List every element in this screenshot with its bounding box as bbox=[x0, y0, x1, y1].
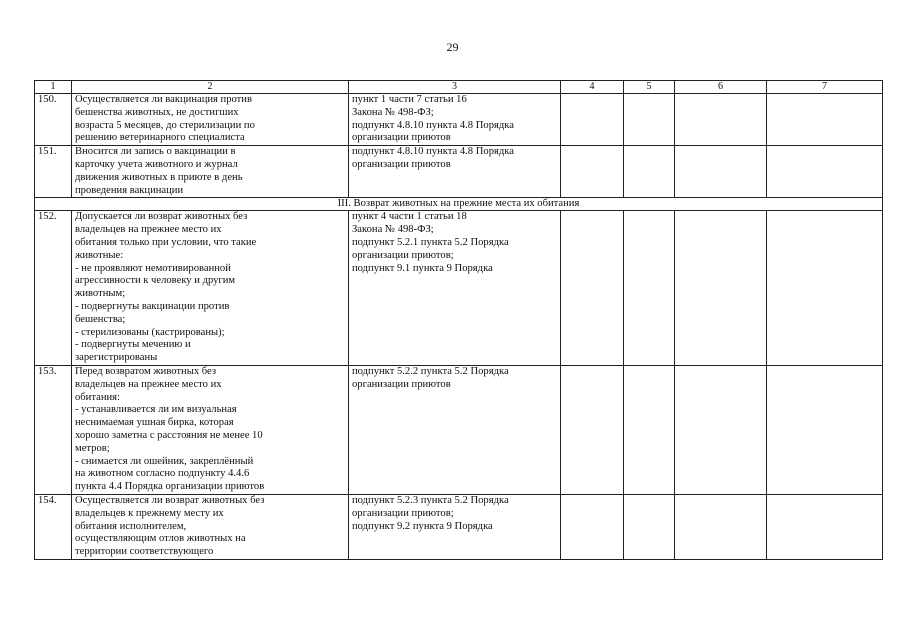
answer-cell-6[interactable] bbox=[675, 211, 767, 366]
question-line: неснимаемая ушная бирка, которая bbox=[75, 417, 234, 429]
question-line: Осуществляется ли вакцинация против bbox=[75, 94, 252, 105]
reference-cell bbox=[349, 211, 561, 366]
question-line: на животном согласно подпункту 4.4.6 bbox=[75, 468, 250, 480]
answer-cell-4[interactable] bbox=[561, 146, 624, 198]
question-line: территории соответствующего bbox=[75, 546, 214, 558]
question-line: животные: bbox=[75, 249, 124, 261]
question-line: пункта 4.4 Порядка организации приютов bbox=[75, 481, 265, 493]
question-line: осуществляющим отлов животных на bbox=[75, 533, 246, 545]
reference-line: пункт 1 части 7 статьи 16 bbox=[352, 94, 467, 105]
table-row bbox=[35, 211, 883, 366]
question-line: Перед возвратом животных без bbox=[75, 365, 217, 377]
answer-cell-4[interactable] bbox=[561, 494, 624, 559]
question-line: Осуществляется ли возврат животных без bbox=[75, 494, 265, 506]
answer-cell-4[interactable] bbox=[561, 365, 624, 494]
question-line: - подвергнуты мечению и bbox=[75, 339, 191, 351]
question-line: - снимается ли ошейник, закреплённый bbox=[75, 455, 254, 467]
answer-cell-7[interactable] bbox=[767, 94, 883, 146]
answer-cell-6[interactable] bbox=[675, 365, 767, 494]
reference-cell bbox=[349, 494, 561, 559]
reference-cell bbox=[349, 94, 561, 146]
reference-line: подпункт 5.2.3 пункта 5.2 Порядка bbox=[352, 494, 509, 506]
question-line: метров; bbox=[75, 442, 110, 454]
section-row bbox=[35, 198, 883, 211]
question-line: - подвергнуты вакцинации против bbox=[75, 300, 230, 312]
column-number: 6 bbox=[675, 81, 767, 94]
checklist-table bbox=[34, 80, 883, 560]
answer-cell-5[interactable] bbox=[624, 211, 675, 366]
question-line: бешенства; bbox=[75, 313, 126, 325]
reference-line: подпункт 9.2 пункта 9 Порядка bbox=[352, 520, 493, 532]
table-row bbox=[35, 146, 883, 198]
row-number: 152. bbox=[35, 211, 72, 366]
column-number: 2 bbox=[72, 81, 349, 94]
row-number: 154. bbox=[35, 494, 72, 559]
reference-line: Закона № 498-ФЗ; bbox=[352, 106, 434, 118]
page-number: 29 bbox=[446, 40, 459, 54]
reference-line: подпункт 5.2.1 пункта 5.2 Порядка bbox=[352, 236, 509, 248]
question-line: обитания только при условии, что такие bbox=[75, 236, 257, 248]
column-number: 7 bbox=[767, 81, 883, 94]
question-cell bbox=[72, 94, 349, 146]
question-line: - стерилизованы (кастрированы); bbox=[75, 326, 225, 338]
column-number: 4 bbox=[561, 81, 624, 94]
answer-cell-6[interactable] bbox=[675, 94, 767, 146]
answer-cell-5[interactable] bbox=[624, 365, 675, 494]
question-cell bbox=[72, 494, 349, 559]
question-line: зарегистрированы bbox=[75, 352, 158, 364]
question-line: решению ветеринарного специалиста bbox=[75, 132, 245, 144]
question-line: владельцев на прежнее место их bbox=[75, 224, 222, 236]
answer-cell-5[interactable] bbox=[624, 494, 675, 559]
question-line: движения животных в приюте в день bbox=[75, 171, 243, 183]
question-line: бешенства животных, не достигших bbox=[75, 106, 239, 118]
question-line: хорошо заметна с расстояния не менее 10 bbox=[75, 429, 263, 441]
column-number: 3 bbox=[349, 81, 561, 94]
question-cell bbox=[72, 146, 349, 198]
answer-cell-6[interactable] bbox=[675, 494, 767, 559]
answer-cell-4[interactable] bbox=[561, 211, 624, 366]
reference-line: подпункт 9.1 пункта 9 Порядка bbox=[352, 262, 493, 274]
question-line: - устанавливается ли им визуальная bbox=[75, 404, 237, 416]
answer-cell-4[interactable] bbox=[561, 94, 624, 146]
reference-line: Закона № 498-ФЗ; bbox=[352, 224, 434, 236]
reference-line: подпункт 4.8.10 пункта 4.8 Порядка bbox=[352, 119, 514, 131]
answer-cell-7[interactable] bbox=[767, 146, 883, 198]
question-line: Вносится ли запись о вакцинации в bbox=[75, 146, 236, 158]
reference-line: подпункт 4.8.10 пункта 4.8 Порядка bbox=[352, 146, 514, 158]
question-line: карточку учета животного и журнал bbox=[75, 158, 238, 170]
reference-line: организации приютов; bbox=[352, 507, 454, 519]
row-number: 153. bbox=[35, 365, 72, 494]
column-number: 1 bbox=[35, 81, 72, 94]
question-line: возраста 5 месяцев, до стерилизации по bbox=[75, 119, 255, 131]
column-number-row bbox=[35, 81, 883, 94]
column-number: 5 bbox=[624, 81, 675, 94]
reference-line: организации приютов bbox=[352, 378, 451, 390]
answer-cell-7[interactable] bbox=[767, 494, 883, 559]
answer-cell-5[interactable] bbox=[624, 94, 675, 146]
question-cell bbox=[72, 365, 349, 494]
row-number: 150. bbox=[35, 94, 72, 146]
row-number: 151. bbox=[35, 146, 72, 198]
reference-cell bbox=[349, 146, 561, 198]
reference-line: подпункт 5.2.2 пункта 5.2 Порядка bbox=[352, 365, 509, 377]
reference-line: организации приютов bbox=[352, 132, 451, 144]
section-heading: III. Возврат животных на прежние места их обитания bbox=[35, 198, 883, 211]
reference-line: организации приютов bbox=[352, 158, 451, 170]
question-line: владельцев на прежнее место их bbox=[75, 378, 222, 390]
table-row bbox=[35, 94, 883, 146]
question-cell bbox=[72, 211, 349, 366]
question-line: проведения вакцинации bbox=[75, 184, 184, 196]
question-line: обитания: bbox=[75, 391, 120, 403]
question-line: животным; bbox=[75, 288, 126, 300]
reference-cell bbox=[349, 365, 561, 494]
reference-line: пункт 4 части 1 статьи 18 bbox=[352, 211, 467, 223]
reference-line: организации приютов; bbox=[352, 249, 454, 261]
question-line: Допускается ли возврат животных без bbox=[75, 211, 248, 223]
question-line: - не проявляют немотивированной bbox=[75, 262, 231, 274]
table-row bbox=[35, 494, 883, 559]
question-line: владельцев к прежнему месту их bbox=[75, 507, 224, 519]
table-row bbox=[35, 365, 883, 494]
answer-cell-6[interactable] bbox=[675, 146, 767, 198]
answer-cell-5[interactable] bbox=[624, 146, 675, 198]
answer-cell-7[interactable] bbox=[767, 365, 883, 494]
answer-cell-7[interactable] bbox=[767, 211, 883, 366]
question-line: агрессивности к человеку и другим bbox=[75, 275, 236, 287]
question-line: обитания исполнителем, bbox=[75, 520, 187, 532]
